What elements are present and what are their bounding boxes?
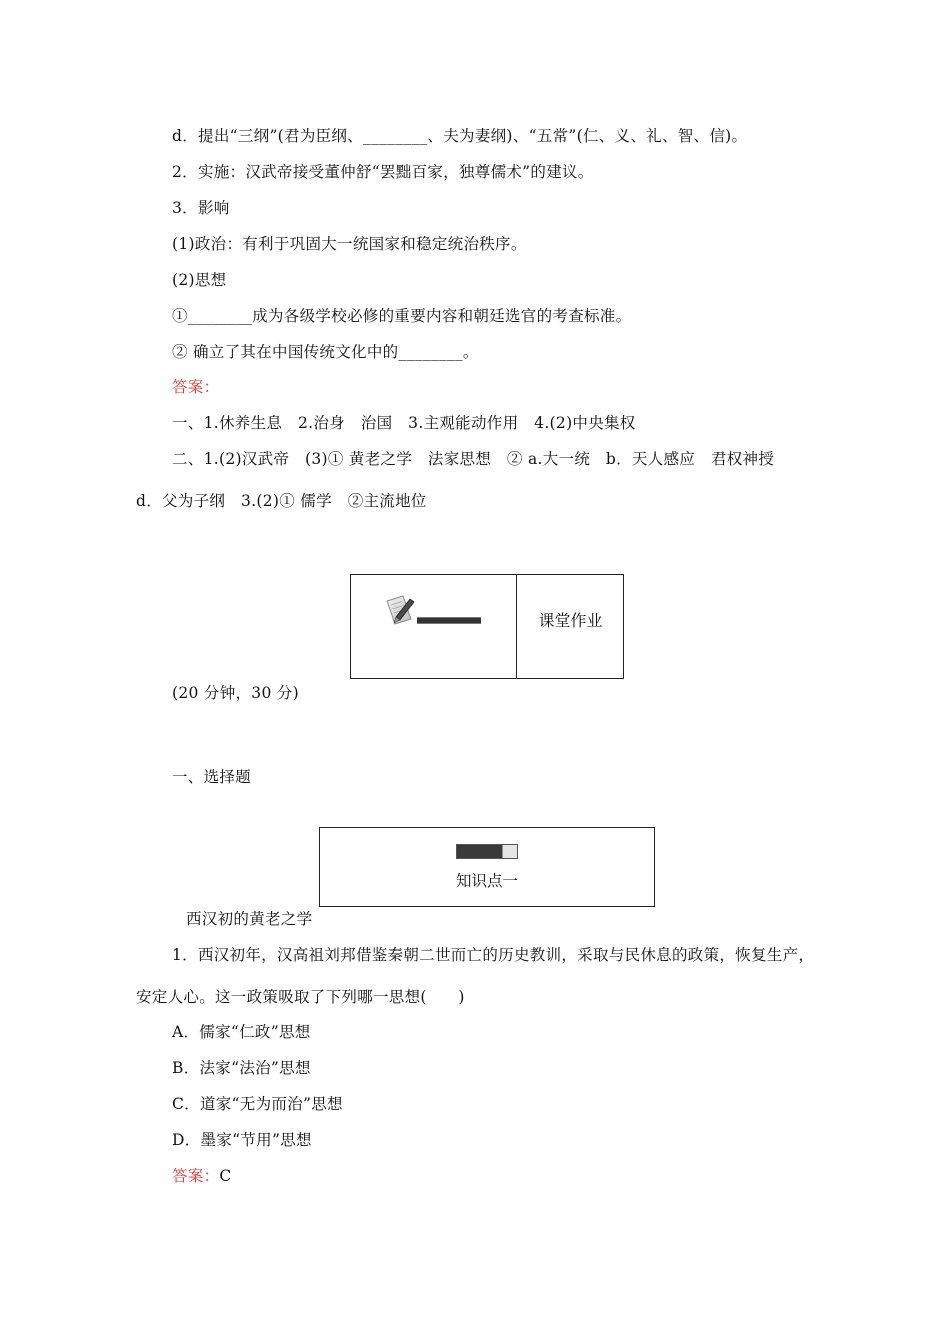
answer-value: C: [219, 1167, 232, 1185]
answer-line: d．父为子纲 3.(2)① 儒学 ②主流地位: [136, 492, 427, 510]
answer-label: 答案：: [172, 1167, 220, 1185]
text-line: 3．影响: [172, 199, 230, 217]
text-line: (2)思想: [172, 271, 227, 289]
knowledge-point-box: [319, 827, 655, 907]
text-line: (1)政治：有利于巩固大一统国家和稳定统治秩序。: [172, 235, 527, 253]
text-line: ② 确立了其在中国传统文化中的________。: [172, 343, 479, 361]
option-d: D．墨家“节用”思想: [172, 1131, 312, 1149]
topic-title: 西汉初的黄老之学: [186, 910, 313, 928]
decorative-bar: [417, 617, 481, 624]
question-answer: [172, 1169, 232, 1185]
option-b: B．法家“法治”思想: [172, 1059, 311, 1077]
knowledge-point-label: 知识点一: [455, 872, 518, 890]
homework-header-box: [350, 574, 624, 679]
question-stem: 安定人心。这一政策吸取了下列哪一思想( ): [136, 988, 465, 1006]
answer-line: 二、1.(2)汉武帝 (3)① 黄老之学 法家思想 ② a.大一统 b．天人感应 君权神授: [172, 450, 775, 468]
progress-bar: [456, 844, 518, 859]
option-c: C．道家“无为而治”思想: [172, 1095, 343, 1113]
homework-title: 课堂作业: [538, 611, 603, 630]
time-note: (20 分钟，30 分): [172, 684, 299, 702]
pen-paper-icon: [383, 593, 417, 631]
text-line: 2．实施：汉武帝接受董仲舒“罢黜百家，独尊儒术”的建议。: [172, 163, 594, 181]
text-line: ①________成为各级学校必修的重要内容和朝廷选官的考查标准。: [172, 307, 632, 325]
answer-label: 答案：: [172, 378, 220, 396]
question-stem: 1．西汉初年，汉高祖刘邦借鉴秦朝二世而亡的历史教训，采取与民休息的政策，恢复生产，: [172, 946, 815, 964]
text-line: d．提出“三纲”(君为臣纲、________、夫为妻纲)、“五常”(仁、义、礼、智、信)。: [172, 127, 748, 145]
answer-line: 一、1.休养生息 2.治身 治国 3.主观能动作用 4.(2)中央集权: [172, 414, 636, 432]
option-a: A．儒家“仁政”思想: [172, 1023, 311, 1041]
section-title: 一、选择题: [172, 768, 252, 786]
